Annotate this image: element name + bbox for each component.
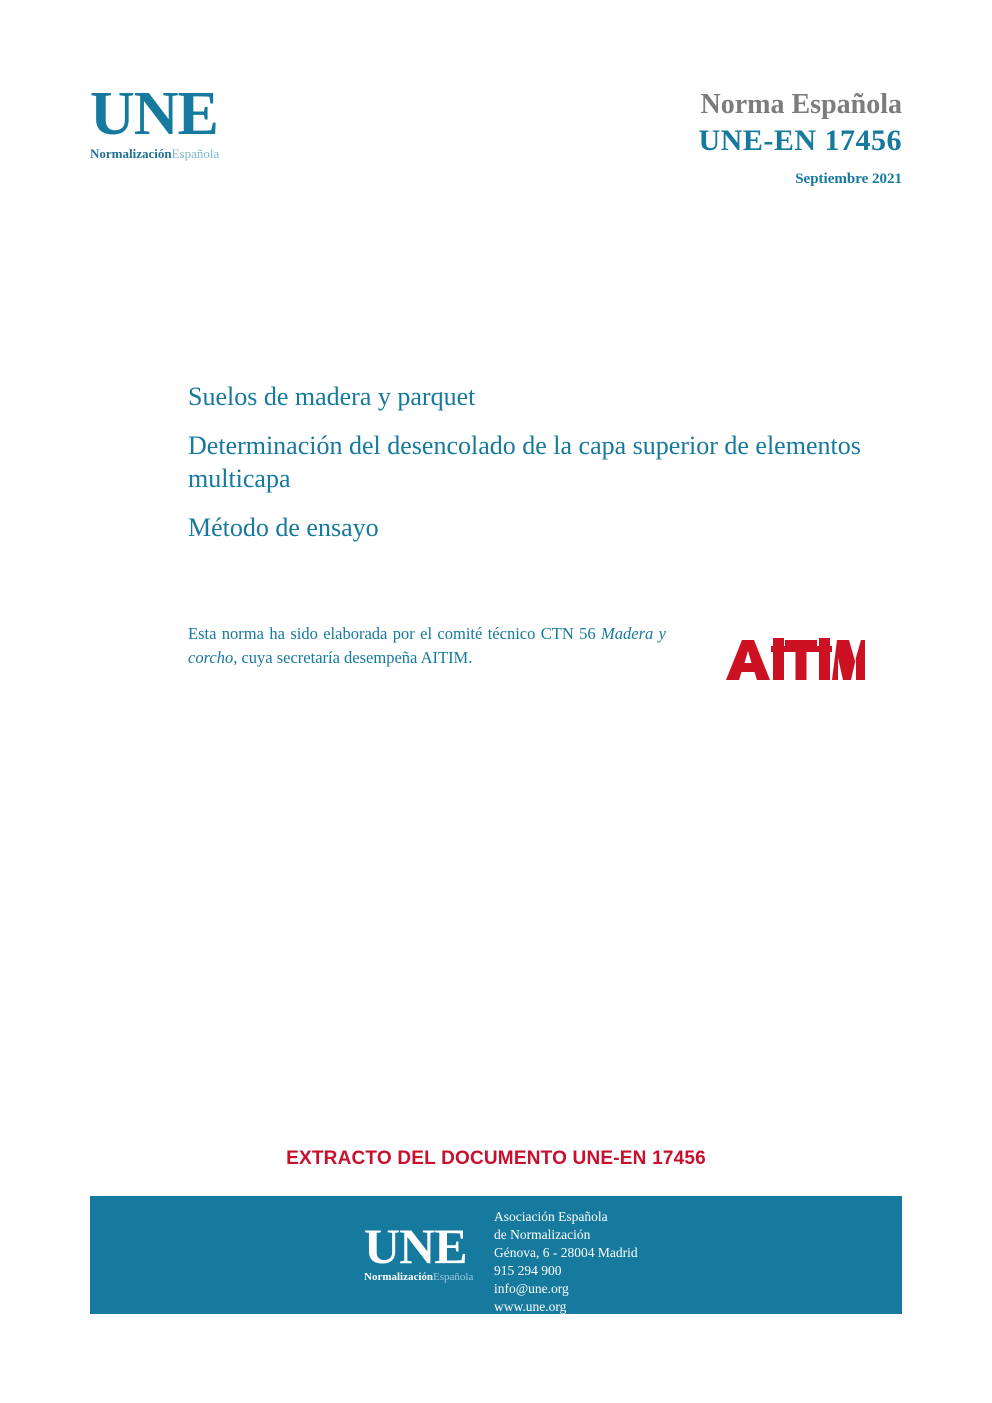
footer-address-line-2: de Normalización xyxy=(494,1227,591,1242)
footer-website[interactable]: www.une.org xyxy=(494,1299,567,1314)
footer-address xyxy=(494,1208,638,1316)
footer-une-subtitle-bold: Normalización xyxy=(364,1271,434,1283)
footer-email[interactable]: info@une.org xyxy=(494,1281,569,1296)
document-title-block xyxy=(188,380,898,560)
footer-une-subtitle-light: Española xyxy=(433,1271,474,1283)
norma-label: Norma Española xyxy=(700,89,902,120)
norma-code: UNE-EN 17456 xyxy=(698,124,902,157)
page-header xyxy=(0,78,992,208)
committee-note-after: , cuya secretaría desempeña AITIM. xyxy=(233,648,473,667)
footer-une-subtitle xyxy=(364,1271,514,1283)
aitim-logo xyxy=(724,634,866,686)
footer-une-wordmark: UNE xyxy=(364,1218,467,1274)
une-logo xyxy=(90,80,250,162)
footer-phone: 915 294 900 xyxy=(494,1263,562,1278)
norma-date: Septiembre 2021 xyxy=(795,171,902,187)
committee-note xyxy=(188,622,666,670)
footer-address-line-3: Génova, 6 - 28004 Madrid xyxy=(494,1245,638,1260)
title-line-1: Suelos de madera y parquet xyxy=(188,382,476,411)
header-standard-info xyxy=(698,88,902,188)
une-logo-subtitle-bold: Normalización xyxy=(90,146,172,161)
title-line-2: Determinación del desencolado de la capa superior de elementos multicapa xyxy=(188,431,861,493)
committee-note-italic: Madera y corcho xyxy=(188,624,666,667)
footer-une-logo xyxy=(364,1218,514,1283)
une-logo-subtitle-light: Española xyxy=(171,146,220,161)
une-wordmark: UNE xyxy=(90,80,218,148)
extracto-label: EXTRACTO DEL DOCUMENTO UNE-EN 17456 xyxy=(286,1148,706,1169)
page-footer xyxy=(90,1196,902,1314)
footer-address-line-1: Asociación Española xyxy=(494,1209,608,1224)
une-logo-subtitle xyxy=(90,146,250,162)
title-line-3: Método de ensayo xyxy=(188,513,379,542)
committee-note-before: Esta norma ha sido elaborada por el comité técnico CTN 56 xyxy=(188,624,602,643)
